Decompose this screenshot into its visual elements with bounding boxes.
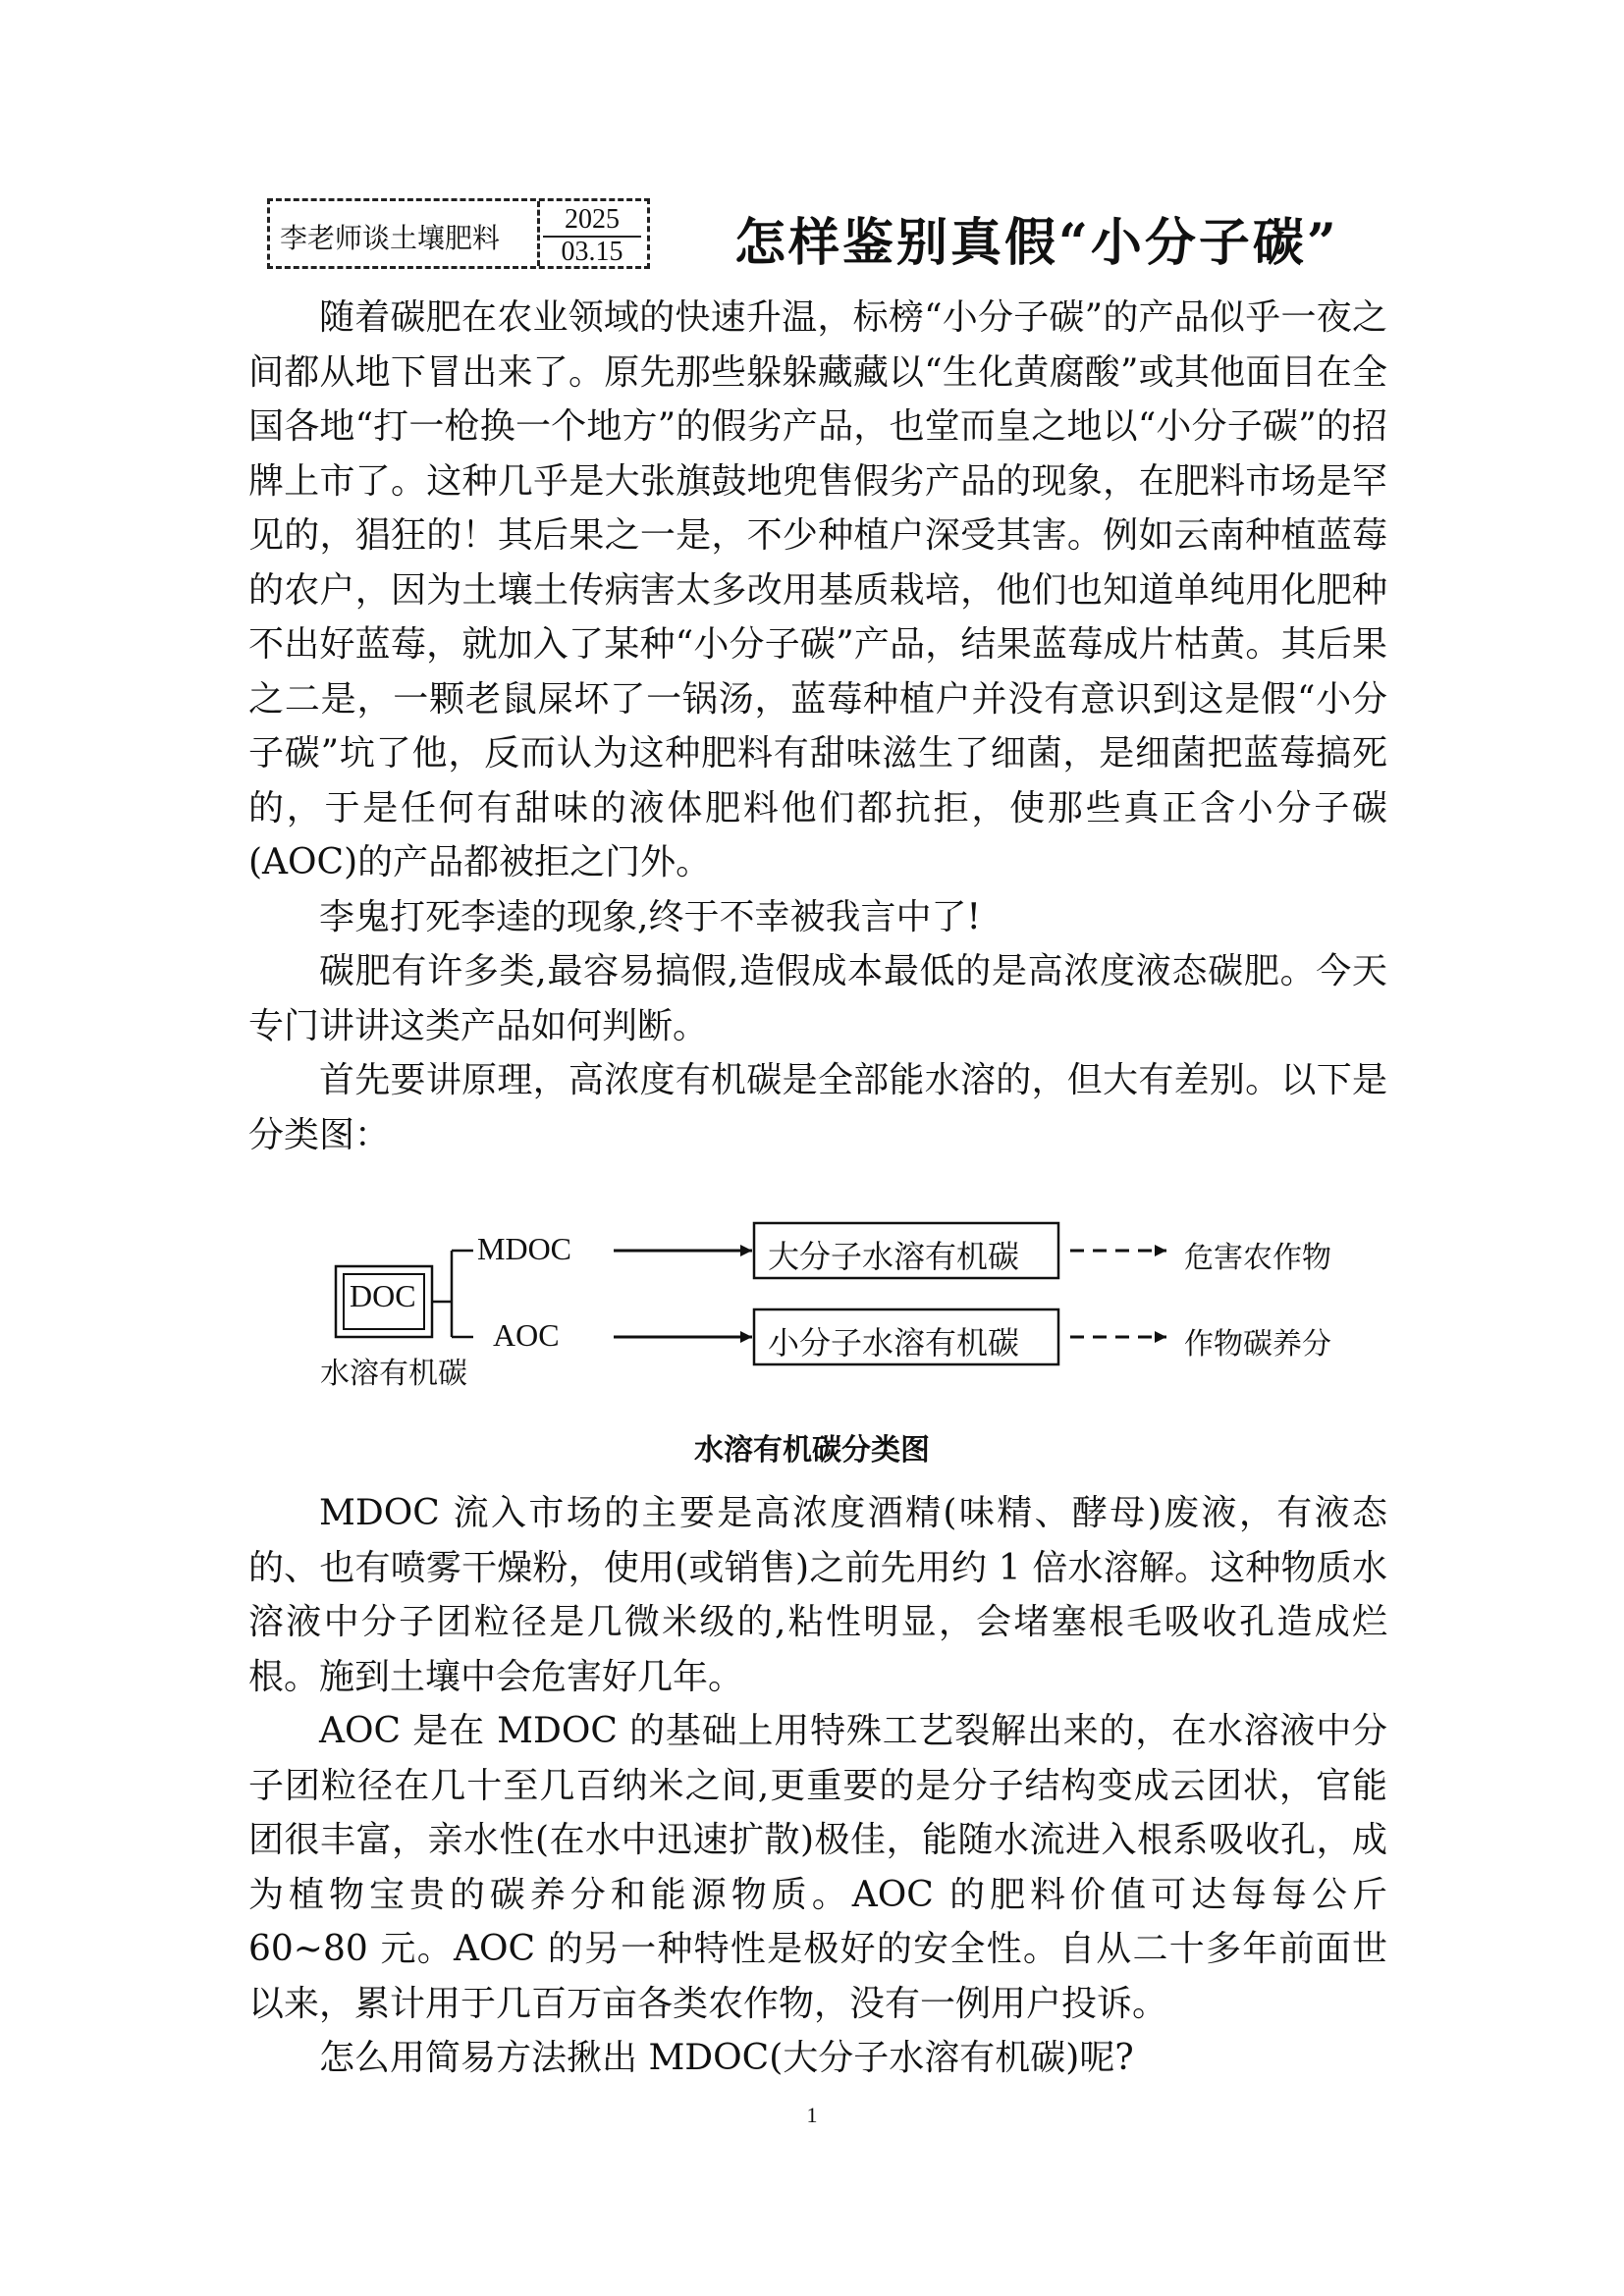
paragraph: 随着碳肥在农业领域的快速升温，标榜“小分子碳”的产品似乎一夜之间都从地下冒出来了。原先那些躲躲藏藏以“生化黄腐酸”或其他面目在全国各地“打一枪换一个地方”的假劣产品，也堂而皇之地以“小分子碳”的招牌上市了。这种几乎是大张旗鼓地兜售假劣产品的现象，在肥料市场是罕见的，猖狂的！其后果之一是，不少种植户深受其害。例如云南种植蓝莓的农户，因为土壤土传病害太多改用基质栽培，他们也知道单纯用化肥种不出好蓝莓，就加入了某种“小分子碳”产品，结果蓝莓成片枯黄。其后果之二是，一颗老鼠屎坏了一锅汤，蓝莓种植户并没有意识到这是假“小分子碳”坑了他，反而认为这种肥料有甜味滋生了细菌，是细菌把蓝莓搞死的，于是任何有甜味的液体肥料他们都抗拒，使那些真正含小分子碳(AOC)的产品都被拒之门外。 [248,297,1387,882]
issue-month-day: 03.15 [561,237,623,267]
paragraph: 首先要讲原理，高浓度有机碳是全部能水溶的，但大有差别。以下是分类图： [248,1060,1387,1155]
column-badge [267,198,650,269]
body-text-bottom [248,1486,1387,2086]
page-title: 怎样鉴别真假“小分子碳” [734,213,1339,273]
paragraph: MDOC 流入市场的主要是高浓度酒精(味精、酵母)废液，有液态的、也有喷雾干燥粉，使用(或销售)之前先用约 1 倍水溶解。这种物质水溶液中分子团粒径是几微米级的,粘性明显，会堵塞根毛吸收孔造成烂根。施到土壤中会危害好几年。 [248,1493,1387,1697]
aoc-box-text: 小分子水溶有机碳 [768,1324,1020,1362]
issue-date [543,205,641,267]
doc-label: DOC [350,1278,416,1313]
aoc-effect: 作物碳养分 [1184,1327,1331,1362]
paragraph: AOC 是在 MDOC 的基础上用特殊工艺裂解出来的，在水溶液中分子团粒径在几十至几百纳米之间,更重要的是分子结构变成云团状，官能团很丰富，亲水性(在水中迅速扩散)极佳，能随水流进入根系吸收孔，成为植物宝贵的碳养分和能源物质。AOC 的肥料价值可达每每公斤 60~80 元。AOC 的另一种特性是极好的安全性。自从二十多年前面世以来，累计用于几百万亩各类农作物，没有一例用户投诉。 [248,1711,1387,2024]
column-label: 李老师谈土壤肥料 [280,222,501,254]
mdoc-label: MDOC [477,1231,572,1266]
page-number: 1 [806,2103,818,2127]
badge-divider-left [537,201,540,266]
issue-year: 2025 [543,205,641,238]
paragraph: 李鬼打死李逵的现象,终于不幸被我言中了! [319,896,981,937]
aoc-label: AOC [493,1317,560,1353]
doc-caption: 水溶有机碳 [320,1357,467,1391]
classification-diagram [314,1213,1375,1390]
body-text-top [248,291,1387,1162]
mdoc-box-text: 大分子水溶有机碳 [768,1238,1020,1275]
diagram-caption: 水溶有机碳分类图 [694,1433,930,1468]
mdoc-effect: 危害农作物 [1184,1241,1331,1275]
paragraph: 碳肥有许多类,最容易搞假,造假成本最低的是高浓度液态碳肥。今天专门讲讲这类产品如何判断。 [248,951,1387,1046]
paragraph: 怎么用简易方法揪出 MDOC(大分子水溶有机碳)呢? [319,2038,1134,2078]
